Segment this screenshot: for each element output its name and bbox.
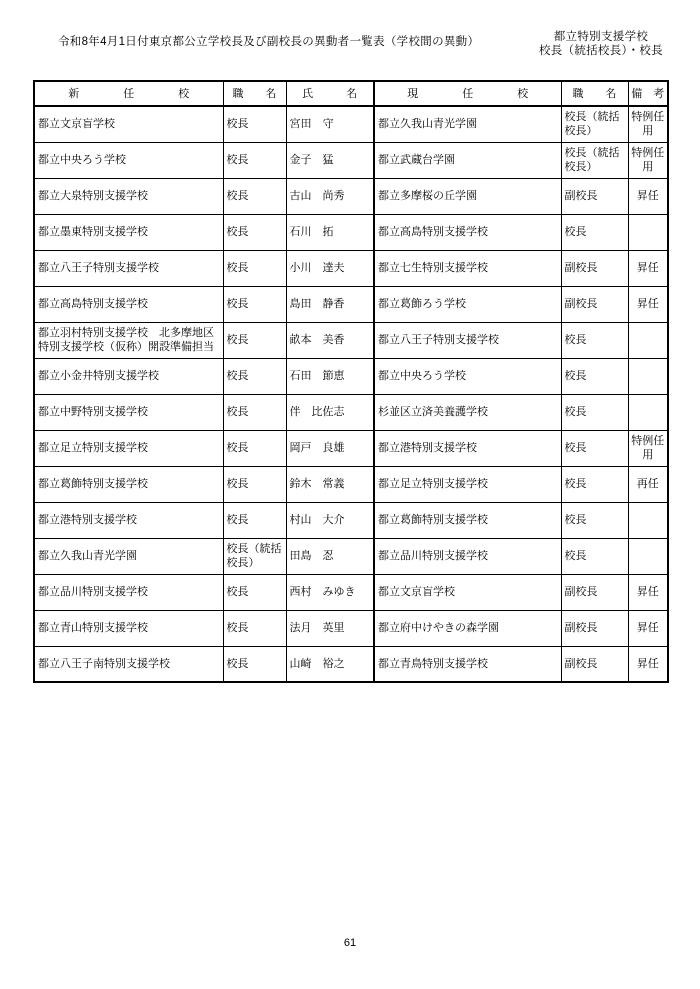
column-header-new-school: 新 任 校 <box>34 81 223 106</box>
cell-note: 特例任用 <box>628 142 668 178</box>
cell-name: 小川 達夫 <box>286 250 374 286</box>
cell-new-title: 校長 <box>223 286 286 322</box>
cell-current-school: 都立久我山青光学園 <box>374 106 561 142</box>
table-row <box>34 394 668 430</box>
column-header-current-school: 現 任 校 <box>374 81 561 106</box>
transfer-table <box>33 80 669 683</box>
cell-current-school: 都立府中けやきの森学園 <box>374 610 561 646</box>
table-row <box>34 538 668 574</box>
header-row <box>34 81 668 106</box>
cell-new-title: 校長 <box>223 466 286 502</box>
cell-new-title: 校長 <box>223 502 286 538</box>
cell-current-title: 副校長 <box>561 286 628 322</box>
cell-current-title: 校長 <box>561 322 628 358</box>
cell-note: 特例任用 <box>628 430 668 466</box>
cell-name: 島田 静香 <box>286 286 374 322</box>
column-header-note: 備 考 <box>628 81 668 106</box>
cell-new-school: 都立墨東特別支援学校 <box>34 214 223 250</box>
cell-current-title: 校長 <box>561 466 628 502</box>
cell-current-title: 副校長 <box>561 178 628 214</box>
cell-note: 昇任 <box>628 286 668 322</box>
column-header-name: 氏 名 <box>286 81 374 106</box>
cell-name: 西村 みゆき <box>286 574 374 610</box>
table-row <box>34 142 668 178</box>
cell-note: 特例任用 <box>628 106 668 142</box>
cell-new-title: 校長 <box>223 214 286 250</box>
page-title: 令和8年4月1日付東京都公立学校長及び副校長の異動者一覧表（学校間の異動） <box>58 36 480 48</box>
column-header-current-title: 職 名 <box>561 81 628 106</box>
table-row <box>34 250 668 286</box>
table-row <box>34 214 668 250</box>
cell-new-title: 校長 <box>223 322 286 358</box>
cell-current-school: 都立多摩桜の丘学園 <box>374 178 561 214</box>
cell-current-school: 都立足立特別支援学校 <box>374 466 561 502</box>
table-row <box>34 106 668 142</box>
cell-note: 昇任 <box>628 178 668 214</box>
cell-current-title: 校長 <box>561 358 628 394</box>
cell-current-school: 都立品川特別支援学校 <box>374 538 561 574</box>
cell-current-school: 都立葛飾ろう学校 <box>374 286 561 322</box>
transfer-table-container <box>33 80 669 683</box>
corner-caption <box>539 31 663 58</box>
cell-current-school: 都立文京盲学校 <box>374 574 561 610</box>
cell-note: 昇任 <box>628 610 668 646</box>
cell-current-school: 杉並区立済美養護学校 <box>374 394 561 430</box>
cell-name: 金子 猛 <box>286 142 374 178</box>
cell-current-school: 都立中央ろう学校 <box>374 358 561 394</box>
table-body <box>34 106 668 682</box>
table-row <box>34 322 668 358</box>
cell-current-title: 副校長 <box>561 574 628 610</box>
column-header-new-title: 職 名 <box>223 81 286 106</box>
cell-current-title: 校長 <box>561 430 628 466</box>
cell-new-school: 都立八王子特別支援学校 <box>34 250 223 286</box>
cell-current-school: 都立武蔵台学園 <box>374 142 561 178</box>
cell-new-school: 都立大泉特別支援学校 <box>34 178 223 214</box>
cell-current-school: 都立八王子特別支援学校 <box>374 322 561 358</box>
cell-new-school: 都立中野特別支援学校 <box>34 394 223 430</box>
cell-current-title: 副校長 <box>561 250 628 286</box>
cell-name: 畝本 美香 <box>286 322 374 358</box>
cell-note: 昇任 <box>628 646 668 682</box>
cell-note <box>628 394 668 430</box>
cell-current-title: 副校長 <box>561 646 628 682</box>
table-row <box>34 466 668 502</box>
cell-new-title: 校長 <box>223 250 286 286</box>
cell-current-school: 都立七生特別支援学校 <box>374 250 561 286</box>
cell-new-school: 都立葛飾特別支援学校 <box>34 466 223 502</box>
table-row <box>34 430 668 466</box>
cell-current-title: 副校長 <box>561 610 628 646</box>
cell-name: 山崎 裕之 <box>286 646 374 682</box>
cell-note <box>628 538 668 574</box>
table-row <box>34 646 668 682</box>
cell-new-school: 都立青山特別支援学校 <box>34 610 223 646</box>
cell-name: 石川 拓 <box>286 214 374 250</box>
cell-name: 法月 英里 <box>286 610 374 646</box>
cell-current-school: 都立青鳥特別支援学校 <box>374 646 561 682</box>
cell-name: 宮田 守 <box>286 106 374 142</box>
cell-new-school: 都立小金井特別支援学校 <box>34 358 223 394</box>
cell-new-title: 校長（統括校長） <box>223 538 286 574</box>
table-row <box>34 178 668 214</box>
cell-new-title: 校長 <box>223 106 286 142</box>
cell-new-school: 都立港特別支援学校 <box>34 502 223 538</box>
cell-new-title: 校長 <box>223 610 286 646</box>
table-row <box>34 286 668 322</box>
page-number: 61 <box>343 937 357 949</box>
cell-new-title: 校長 <box>223 430 286 466</box>
cell-current-title: 校長（統括校長） <box>561 106 628 142</box>
cell-name: 村山 大介 <box>286 502 374 538</box>
cell-name: 古山 尚秀 <box>286 178 374 214</box>
corner-caption-line2: 校長（統括校長）・校長 <box>538 44 663 57</box>
table-row <box>34 610 668 646</box>
cell-current-title: 校長 <box>561 214 628 250</box>
cell-note <box>628 358 668 394</box>
cell-new-school: 都立高島特別支援学校 <box>34 286 223 322</box>
table-row <box>34 502 668 538</box>
cell-new-title: 校長 <box>223 646 286 682</box>
cell-new-title: 校長 <box>223 358 286 394</box>
table-row <box>34 358 668 394</box>
cell-new-title: 校長 <box>223 142 286 178</box>
cell-current-school: 都立高島特別支援学校 <box>374 214 561 250</box>
cell-new-school: 都立品川特別支援学校 <box>34 574 223 610</box>
cell-current-title: 校長 <box>561 502 628 538</box>
cell-current-title: 校長（統括校長） <box>561 142 628 178</box>
cell-new-school: 都立羽村特別支援学校 北多摩地区特別支援学校（仮称）開設準備担当 <box>34 322 223 358</box>
cell-name: 田島 忍 <box>286 538 374 574</box>
cell-note: 再任 <box>628 466 668 502</box>
cell-new-title: 校長 <box>223 574 286 610</box>
cell-new-title: 校長 <box>223 178 286 214</box>
cell-name: 岡戸 良雄 <box>286 430 374 466</box>
cell-name: 石田 節恵 <box>286 358 374 394</box>
cell-current-title: 校長 <box>561 538 628 574</box>
cell-new-school: 都立中央ろう学校 <box>34 142 223 178</box>
cell-current-school: 都立葛飾特別支援学校 <box>374 502 561 538</box>
cell-note <box>628 322 668 358</box>
cell-note: 昇任 <box>628 574 668 610</box>
cell-note <box>628 214 668 250</box>
table-row <box>34 574 668 610</box>
cell-new-school: 都立足立特別支援学校 <box>34 430 223 466</box>
cell-new-title: 校長 <box>223 394 286 430</box>
corner-caption-line1: 都立特別支援学校 <box>553 31 649 43</box>
cell-current-school: 都立港特別支援学校 <box>374 430 561 466</box>
cell-note: 昇任 <box>628 250 668 286</box>
cell-note <box>628 502 668 538</box>
cell-name: 伴 比佐志 <box>286 394 374 430</box>
cell-new-school: 都立文京盲学校 <box>34 106 223 142</box>
cell-current-title: 校長 <box>561 394 628 430</box>
cell-new-school: 都立久我山青光学園 <box>34 538 223 574</box>
cell-name: 鈴木 常義 <box>286 466 374 502</box>
cell-new-school: 都立八王子南特別支援学校 <box>34 646 223 682</box>
